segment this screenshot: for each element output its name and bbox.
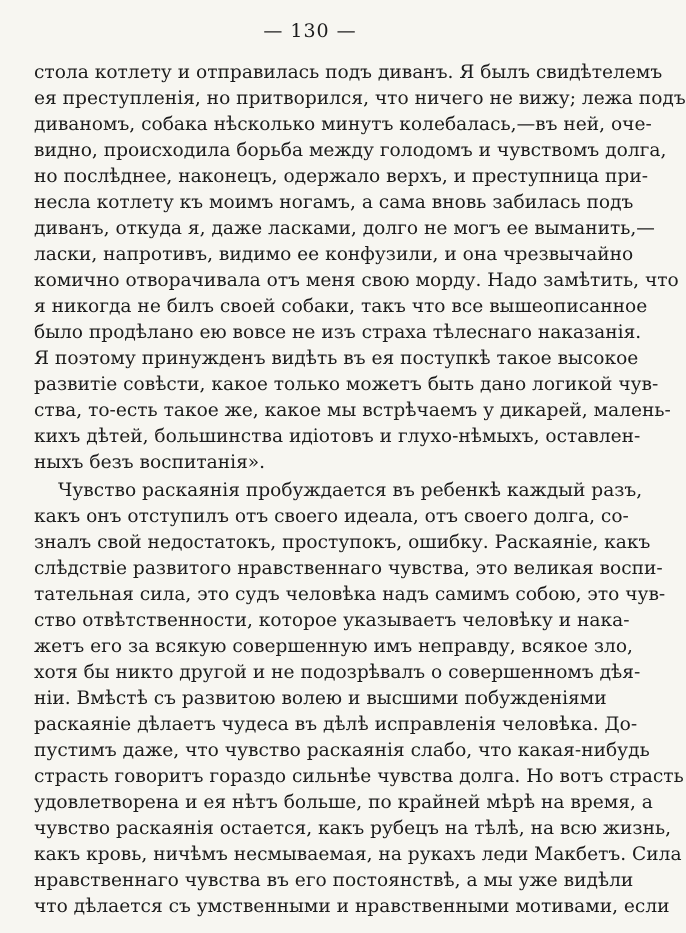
text-line: стола котлету и отправилась подъ диванъ. Я былъ свидѣтелемъ	[34, 62, 663, 83]
text-line: диванъ, откуда я, даже ласками, долго не могъ ее выманить,—	[34, 218, 655, 239]
text-line: диваномъ, собака нѣсколько минутъ колебалась,—въ ней, оче-	[34, 114, 652, 135]
text-line: какъ онъ отступилъ отъ своего идеала, отъ своего долга, со-	[34, 506, 629, 527]
text-line: слѣдствіе развитого нравственнаго чувства, это великая воспи-	[34, 558, 663, 579]
text-line: комично отворачивала отъ меня свою морду. Надо замѣтить, что	[34, 270, 679, 291]
text-line: хотя бы никто другой и не подозрѣвалъ о совершенномъ дѣя-	[34, 662, 641, 683]
text-line: но послѣднее, наконецъ, одержало верхъ, и преступница при-	[34, 166, 649, 187]
text-line: ныхъ безъ воспитанія».	[34, 452, 266, 473]
text-line: какъ кровь, ничѣмъ несмываемая, на рукахъ леди Макбетъ. Сила	[34, 844, 682, 865]
text-line: развитіе совѣсти, какое только можетъ быть дано логикой чув-	[34, 374, 659, 395]
text-line: видно, происходила борьба между голодомъ и чувствомъ долга,	[34, 140, 667, 161]
text-line: удовлетворена и ея нѣтъ больше, по крайней мѣрѣ на время, а	[34, 792, 653, 813]
page-number: — 130 —	[263, 20, 357, 42]
text-line: жетъ его за всякую совершенную имъ неправду, всякое зло,	[34, 636, 633, 657]
text-line: я никогда не билъ своей собаки, такъ что все вышеописанное	[34, 296, 648, 317]
text-line: страсть говоритъ гораздо сильнѣе чувства долга. Но вотъ страсть	[34, 766, 684, 787]
text-line: ніи. Вмѣстѣ съ развитою волею и высшими побужденіями	[34, 688, 607, 709]
text-line: тательная сила, это судъ человѣка надъ самимъ собою, это чув-	[34, 584, 666, 605]
text-line: раскаяніе дѣлаетъ чудеса въ дѣлѣ исправленія человѣка. До-	[34, 714, 638, 735]
text-line: ея преступленія, но притворился, что ничего не вижу; лежа подъ	[34, 88, 686, 109]
text-line: ство отвѣтственности, которое указываетъ человѣку и нака-	[34, 610, 630, 631]
text-line: ства, то-есть такое же, какое мы встрѣчаемъ у дикарей, малень-	[34, 400, 671, 421]
text-line: кихъ дѣтей, большинства идіотовъ и глухо-нѣмыхъ, оставлен-	[34, 426, 641, 447]
text-line: Чувство раскаянія пробуждается въ ребенкѣ каждый разъ,	[58, 480, 643, 501]
text-line: пустимъ даже, что чувство раскаянія слабо, что какая-нибудь	[34, 740, 650, 761]
text-line: несла котлету къ моимъ ногамъ, а сама вновь забилась подъ	[34, 192, 634, 213]
text-line: чувство раскаянія остается, какъ рубецъ на тѣлѣ, на всю жизнь,	[34, 818, 671, 839]
text-line: зналъ свой недостатокъ, проступокъ, ошибку. Раскаяніе, какъ	[34, 532, 651, 553]
text-line: Я поэтому принужденъ видѣть въ ея поступкѣ такое высокое	[34, 348, 639, 369]
text-line: нравственнаго чувства въ его постоянствѣ, а мы уже видѣли	[34, 870, 634, 891]
text-line: было продѣлано ею вовсе не изъ страха тѣлеснаго наказанія.	[34, 322, 642, 343]
text-line: ласки, напротивъ, видимо ее конфузили, и она чрезвычайно	[34, 244, 634, 265]
text-line: что дѣлается съ умственными и нравственными мотивами, если	[34, 896, 670, 917]
